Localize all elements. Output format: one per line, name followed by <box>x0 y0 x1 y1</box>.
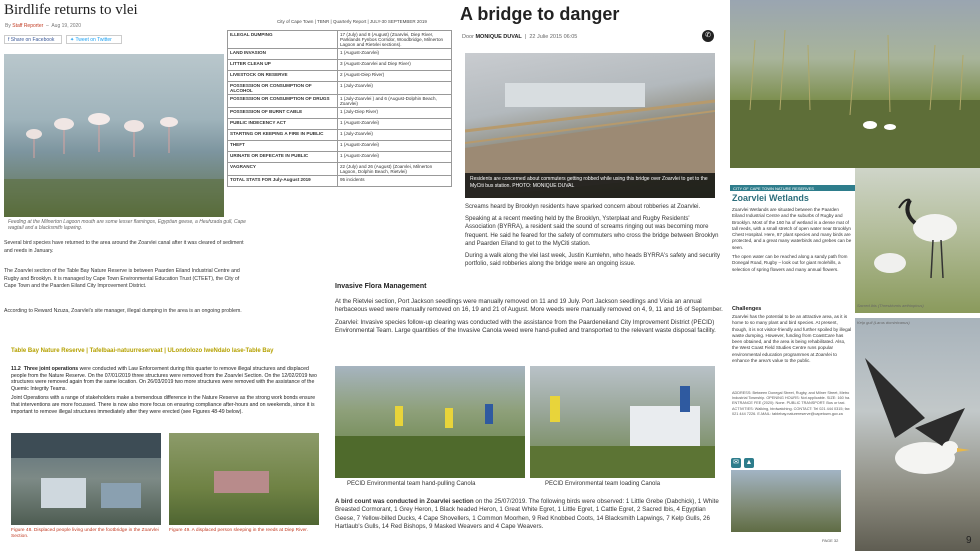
tbnr-p1 <box>11 366 321 392</box>
whatsapp-icon[interactable]: ✆ <box>702 30 714 42</box>
map-marker-icon[interactable]: ▲ <box>745 459 753 466</box>
bridge-title: A bridge to danger <box>460 4 620 24</box>
tbnr-p1-rest: were conducted with Law Enforcement during this quarter to remove illegal structures and displaced people from the Nature Reserve. On the 07/01/2019 three structures were removed from the Zoarvlei Section. On the 12/02/2019 two structures were removed again from the same location. On 26/03/2019 two more structures were removed with the assistance of the Quemic Integrity Teams. <box>11 366 317 392</box>
author-prefix: By <box>5 23 11 29</box>
tbnr-body <box>11 366 321 418</box>
birdlife-p3: According to Reward Nzuza, Zoarvlei's site manager, illegal dumping in the area is an ongoing problem. <box>4 308 242 314</box>
bridge-author-prefix: Door <box>462 34 474 40</box>
birdlife-title: Birdlife returns to vlei <box>4 2 138 18</box>
mail-icon[interactable]: ✉ <box>731 458 741 468</box>
pecid-photo2-caption: PECID Environmental team loading Canola <box>545 481 661 487</box>
tbnr-heading: Table Bay Nature Reserve | Tafelbaai-natuurreservaat | ULondolozo lweNdalo lase-Table Bay <box>11 348 274 354</box>
birdlife-p1: Several bird species have returned to the area around the Zoarvlei canal after it was cleared of sediment and reeds in January. <box>4 240 244 254</box>
facebook-icon: f <box>8 37 11 43</box>
incident-count-cell: 1 (August-Zoarvlei) <box>338 152 452 163</box>
invasive-p2: Zoarvlei: Invasive species follow-up clearing was conducted with the assistance from the Paardeneiland City Improvement District (PECID) Environmental Team. Large quantities of the Invasive Canola weed were hand-pulled and transported to the relevant waste disposal facility. <box>335 318 716 335</box>
bird-count-lead: A bird count was conducted in Zoarvlei section <box>335 498 474 505</box>
incident-row <box>228 71 452 82</box>
birdlife-meta: By Staff Reporter – Aug 19, 2020 <box>5 23 82 29</box>
incident-row <box>228 49 452 60</box>
incident-count-cell: 3 (August-Zoarvlei and Diep River) <box>338 60 452 71</box>
bridge-date: 22 Julie 2015 06:05 <box>529 34 578 40</box>
incident-count-cell: 1 (July-Diep River) <box>338 108 452 119</box>
birdlife-p2: The Zoarvlei section of the Table Bay Nature Reserve is between Paarden Eiland Industrial Centre and Rugby and Brooklyn. It is managed by Cape Town Environmental Education Trust (CTEET), the City of Cape Town and the Paarden Eiland City Improvement District. <box>4 268 240 289</box>
zoarvlei-contact: ADDRESS: Between Donegal Street, Rugby, and Milner Street, Metro Industrial Township. OPENING HOURS: Not applicable. SIZE: 160 ha. ENTRANCE FEE (2020): None. PUBLIC TRANSPORT: Bus or taxi. ACTIVITIES: Walking, birdwatching. CONTACT: Tel 021 444 0315; fax 021 444 7226. E-MAIL: tablebay.naturereserve@capetown.gov.za <box>732 391 851 416</box>
incident-row <box>228 60 452 71</box>
bridge-p1: Screams heard by Brooklyn residents have sparked concern about robberies at Zoarvlei. <box>465 204 701 210</box>
page-number: 9 <box>966 535 972 546</box>
pecid-handpulling-photo <box>335 366 525 478</box>
incident-type-cell: POSSESSION OR CONSUMPTION OF DRUGS <box>228 95 338 108</box>
figure-48-caption: Figure 48. Displaced people living under the footbridge in the Zoarvlei Section. <box>11 528 159 539</box>
figure-48-photo <box>11 433 161 525</box>
share-facebook-button[interactable]: f Share on Facebook <box>4 35 62 44</box>
incident-count-cell: 1 (August-Zoarvlei) <box>338 141 452 152</box>
zoarvlei-intro <box>732 207 852 276</box>
bridge-meta: Door MONIQUE DUVAL | 22 Julie 2015 06:05 <box>462 34 578 40</box>
reeds-illustration <box>730 0 980 168</box>
incident-count-cell: 95 incidents <box>338 176 452 187</box>
birdlife-date: Aug 19, 2020 <box>51 23 82 29</box>
incident-row <box>228 82 452 95</box>
pecid-loading-photo <box>530 366 715 478</box>
incident-row <box>228 141 452 152</box>
gull-photo <box>855 318 980 551</box>
birdlife-author[interactable]: Staff Reporter <box>12 23 44 29</box>
incident-type-cell: POSSESSION OF BURNT CABLE <box>228 108 338 119</box>
incident-type-cell: THEFT <box>228 141 338 152</box>
bridge-photo-caption: Residents are concerned about commuters getting robbed while using this bridge over Zoarvlei to get to the MyCiti bus station. PHOTO: MONIQUE DUVAL <box>465 173 715 198</box>
incident-row <box>228 95 452 108</box>
ibis-illustration <box>855 168 980 313</box>
incident-type-cell: VAGRANCY <box>228 163 338 176</box>
figure-49-photo <box>169 433 319 525</box>
zoarvlei-small-photo <box>731 470 841 532</box>
incident-count-cell: 17 (July) and 8 (August) (Zoarvlei, Diep River, Parklands Fynbos Corridor, Woodbridge, Milnerton Lagoon and Rietvlei sections). <box>338 31 452 49</box>
report-table-header: City of Cape Town | TBNR | Quarterly Report | JULY-30 SEPTEMBER 2019 <box>277 19 427 24</box>
incident-type-cell: TOTAL STATS FOR July-August 2019 <box>228 176 338 187</box>
bridge-p2: Speaking at a recent meeting held by the Brooklyn, Ysterplaat and Rugby Residents' Association (BYRRA), a resident said the sound of screams ringing out was becoming more frequent. He said he feared for the safety of commuters who cross the bridge between Brooklyn and Paarden Eiland to get to the MyCiti station. <box>465 216 719 247</box>
incident-row <box>228 119 452 130</box>
incident-count-cell: 1 (August-Zoarvlei) <box>338 119 452 130</box>
incident-count-cell: 22 (July) and 26 (August) (Zoarvlei, Milnerton Lagoon, Dolphin Beach, Rietvlei) <box>338 163 452 176</box>
incident-count-cell: 2 (August-Diep River) <box>338 71 452 82</box>
incident-type-cell: STARTING OR KEEPING A FIRE IN PUBLIC <box>228 130 338 141</box>
bird-count-paragraph <box>335 498 725 532</box>
incident-table <box>227 30 452 187</box>
challenges-body: Zoarvlei has the potential to be an attractive area, as it is home to so many plant and bird species. At present, though, it is not visitor-friendly and further spoiled by illegal waste dumping. However, funding from CoastCare has been obtained, and the area is being rehabilitated. Also, the West Coast Field Studies Centre runs popular environmental education programmes at Zoarvlei to enhance the area's value to the public. <box>732 314 852 364</box>
twitter-icon: ✦ <box>70 37 76 43</box>
tweet-button[interactable]: ✦ Tweet on Twitter <box>66 35 122 44</box>
zoarvlei-band: CITY OF CAPE TOWN NATURE RESERVES <box>730 185 855 191</box>
invasive-title: Invasive Flora Management <box>335 283 427 290</box>
invasive-body <box>335 298 725 340</box>
incident-type-cell: POSSESSION OR CONSUMPTION OF ALCOHOL <box>228 82 338 95</box>
incident-type-cell: URINATE OR DEFECATE IN PUBLIC <box>228 152 338 163</box>
zoarvlei-intro-p1: Zoarvlei Wetlands are situated between the Paarden Eiland Industrial Centre and the suburbs of Rugby and Brooklyn. Most of the 160 ha of wetland is a dense mat of tall reeds, with a small stretch of open water near Brooklyn Chest Hospital. Here, 87 plant species and many birds are protected, and a great many waterbirds and grebes can be seen. <box>732 207 852 250</box>
incident-count-cell: 1 (August-Zoarvlei) <box>338 49 452 60</box>
gull-caption: Kelp gull (Larus dominicanus) <box>857 320 910 325</box>
ibis-caption: Sacred ibis (Threskiornis aethiopicus) <box>857 303 924 308</box>
figure-48-illustration <box>11 433 161 525</box>
incident-type-cell: LIVESTOCK ON RESERVE <box>228 71 338 82</box>
ibis-photo <box>855 168 980 313</box>
card-page-number: PAGE 32 <box>822 538 839 543</box>
incident-type-cell: LITTER CLEAN UP <box>228 60 338 71</box>
incident-row <box>228 176 452 187</box>
pecid-handpulling-illustration <box>335 366 525 478</box>
figure-49-illustration <box>169 433 319 525</box>
tbnr-p2: Joint Operations with a range of stakeholders make a tremendous difference in the Nature Reserve as the strong work bonds ensure that interventions are more focussed. There is now also more focus on ensuring compliance after-hours and on weekends, since it is important to remove illegal structures immediately after they were erected (see Figures 48-49 below). <box>11 395 316 415</box>
pecid-photo1-caption: PECID Environmental team hand-pulling Canola <box>347 481 476 487</box>
gull-illustration <box>855 318 980 551</box>
zoarvlei-title: Zoarvlei Wetlands <box>732 193 809 203</box>
figure-49-caption: Figure 49. A displaced person sleeping in the reeds at Diep River. <box>169 528 308 533</box>
reeds-photo <box>730 0 980 168</box>
incident-type-cell: ILLEGAL DUMPING <box>228 31 338 49</box>
pecid-loading-illustration <box>530 366 715 478</box>
tbnr-section-number: 11.2 <box>11 366 21 372</box>
incident-row <box>228 108 452 119</box>
incident-count-cell: 1 (July-Zoarvlei) <box>338 82 452 95</box>
flamingo-photo <box>4 54 224 217</box>
flamingo-illustration <box>4 54 224 217</box>
incident-row <box>228 31 452 49</box>
incident-row <box>228 163 452 176</box>
bridge-body <box>465 203 720 272</box>
bridge-author[interactable]: MONIQUE DUVAL <box>475 34 522 40</box>
incident-count-cell: 1 (July-Zoarvlei) <box>338 130 452 141</box>
bird-count-rest: on the 25/07/2019. The following birds were observed: 1 Little Grebe (Dabchick), 1 White Breasted Cormorant, 1 Grey Heron, 1 Black headed Heron, 1 Great White Egret, 1 Little Egret, 1 Cattle Egret, 2 Sacred Ibis, 4 Egyptian Geese, 7 Yellow-billed Ducks, 4 Cape Shovellers, 1 Common Moorhen, 9 Red Knobbed Coots, 14 Blacksmith Lapwings, 7 Kelp Gulls, 26 Hartlaub's Gulls, 14 Red Bishops, 9 Masked Weavers and 4 Cape Weavers. <box>335 498 719 531</box>
incident-row <box>228 152 452 163</box>
tbnr-lead: Three joint operations <box>23 366 79 372</box>
bridge-p3: During a walk along the vlei last week, Justin Kumlehn, who heads BYRRA's safety and security portfolio, said robberies along the bridge were an ongoing issue. <box>465 253 720 268</box>
challenges-title: Challenges <box>732 306 762 312</box>
incident-count-cell: 1 (July-Zoarvlei ) and 6 (August-Dolphin Beach, Zoarvlei) <box>338 95 452 108</box>
zoarvlei-intro-p2: The open water can be reached along a sandy path from Donegal Road, Rugby – look out for giant molehills, a selection of spring flowers and many annual flowers. <box>732 254 848 272</box>
invasive-p1: At the Rietvlei section, Port Jackson seedlings were manually removed on 11 and 19 July. Port Jackson seedlings and Vicia an annual herbaceous weed were manually removed on 16, 19 and 21 of August. More weeds were manually removed on 4, 9, 11 and 16 of September. <box>335 298 723 314</box>
incident-type-cell: LAND INVASION <box>228 49 338 60</box>
incident-row <box>228 130 452 141</box>
incident-type-cell: PUBLIC INDECENCY ACT <box>228 119 338 130</box>
flamingo-caption: Feeding at the Milnerton Lagoon mouth are some lesser flamingos, Egyptian geese, a Heuhzada gull, Cape wagtail and a blacksmith lapwing. <box>8 219 246 231</box>
